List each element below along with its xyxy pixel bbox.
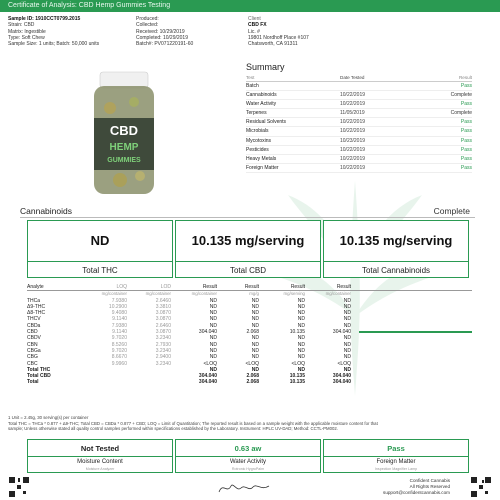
- client-address-2: Chatsworth, CA 91311: [248, 41, 298, 48]
- analyte-cell-r2: ND: [251, 341, 259, 348]
- moisture-label: Moisture Content: [77, 459, 123, 465]
- box-divider: [324, 261, 468, 262]
- summary-row: [246, 100, 472, 109]
- summary-test: Pesticides: [246, 146, 269, 153]
- analyte-cell-lod: 2.9400: [155, 354, 171, 361]
- analyte-cell-r1: ND: [209, 322, 217, 329]
- analyte-header-row: [27, 284, 472, 291]
- summary-date: [340, 82, 420, 90]
- matrix: Matrix: Ingestible: [8, 28, 46, 35]
- batch-number: Batch#: PV071220191-60: [136, 41, 194, 48]
- cannabinoids-title: Cannabinoids: [20, 206, 72, 216]
- analyte-cell-r1: ND: [209, 341, 217, 348]
- total-cell-analyte: Total CBD: [27, 373, 51, 380]
- col-result-2: Result: [244, 284, 259, 290]
- box-divider: [28, 261, 172, 262]
- summary-result: Pass: [460, 128, 472, 135]
- summary-row: [246, 146, 472, 155]
- summary-result: Pass: [460, 164, 472, 171]
- water-activity-value: 0.63 aw: [234, 444, 262, 453]
- client-name: CBD FX: [248, 22, 267, 29]
- unit-result-4: mg/container: [325, 291, 351, 297]
- analyte-cell-loq: 8.5260: [111, 341, 127, 348]
- summary-result: Pass: [460, 146, 472, 153]
- analyte-cell-lod: 3.3810: [155, 303, 171, 310]
- summary-date: 10/22/2019: [340, 146, 366, 153]
- foreign-matter-method: Inspection Magnifier Lamp: [374, 467, 418, 471]
- analyte-cell-analyte: CBDV: [27, 335, 41, 342]
- product-image: [70, 68, 178, 198]
- analyte-cell-r3: ND: [297, 322, 305, 329]
- analyte-cell-r2: ND: [251, 322, 259, 329]
- analyte-cell-r3: ND: [297, 354, 305, 361]
- analyte-cell-lod: 2.6460: [155, 322, 171, 329]
- analyte-cell-r2: ND: [251, 297, 259, 304]
- analyte-cell-analyte: THCV: [27, 316, 41, 323]
- analyte-cell-loq: 9.1140: [112, 329, 127, 336]
- note-line-3: sample; Unless otherwise stated all quality control samples performed within specifications established by the Laboratory. Instrument: HPLC UV-DAD; Method: CCTL-PM002.: [8, 426, 338, 432]
- summary-col-result: Result: [458, 75, 472, 80]
- analyte-cell-r2: <LOQ: [245, 360, 259, 367]
- summary-test: Residual Solvents: [246, 119, 287, 126]
- total-cell-r4: ND: [343, 366, 351, 373]
- total-cell-empty: [81, 379, 127, 385]
- summary-test: Terpenes: [246, 110, 267, 117]
- analyte-cell-lod: 2.7930: [155, 341, 171, 348]
- total-thc-box: [27, 220, 173, 278]
- analyte-cell-analyte: Δ8-THC: [27, 310, 46, 317]
- analyte-cell-analyte: CBDa: [27, 322, 41, 329]
- analyte-cell-loq: 7.9380: [111, 297, 127, 304]
- moisture-value: Not Tested: [80, 444, 120, 453]
- summary-result: Complete: [450, 92, 472, 99]
- analyte-cell-r3: ND: [297, 297, 305, 304]
- analyte-cell-r3: ND: [297, 310, 305, 317]
- analyte-cell-r4: 304.040: [332, 329, 351, 336]
- col-result-4: Result: [336, 284, 351, 290]
- summary-date: 10/22/2019: [340, 101, 366, 108]
- analyte-cell-r3: ND: [297, 303, 305, 310]
- analyte-cell-lod: 3.0870: [155, 316, 171, 323]
- unit-lod: mg/container: [145, 291, 171, 297]
- analyte-cell-r1: <LOQ: [203, 360, 217, 367]
- total-thc-label: Total THC: [82, 266, 118, 275]
- col-loq: LOQ: [116, 284, 127, 290]
- product-line1: HEMP: [109, 142, 139, 153]
- analyte-cell-r1: ND: [209, 347, 217, 354]
- unit-loq: mg/container: [101, 291, 127, 297]
- section-divider: [20, 217, 475, 218]
- analyte-cell-loq: 9.7020: [111, 335, 127, 342]
- col-analyte: Analyte: [27, 284, 44, 290]
- moisture-content-box: [27, 439, 173, 473]
- analyte-cell-analyte: THCa: [27, 297, 41, 304]
- analyte-cell-r4: ND: [343, 341, 351, 348]
- sample-size: Sample Size: 1 units; Batch: 50,000 units: [8, 41, 100, 48]
- analyte-cell-r1: ND: [209, 335, 217, 342]
- analyte-cell-lod: 3.2340: [155, 335, 171, 342]
- water-activity-label: Water Activity: [229, 459, 267, 465]
- analyte-cell-analyte: CBD: [27, 329, 38, 336]
- unit-result-3: mg/serving: [283, 291, 305, 297]
- total-cell-analyte: Total THC: [27, 366, 51, 373]
- client-label: Client: [248, 16, 261, 22]
- analyte-cell-r2: ND: [251, 310, 259, 317]
- license-number: Lic. #: [248, 28, 260, 35]
- summary-date: 10/22/2019: [340, 92, 366, 99]
- total-cannabinoids-value: 10.135 mg/serving: [339, 233, 453, 248]
- collected-date: Collected:: [136, 22, 159, 29]
- analyte-cell-analyte: Δ9-THC: [27, 303, 46, 310]
- summary-row: [246, 164, 472, 173]
- analyte-cell-r4: ND: [343, 297, 351, 304]
- analyte-cell-r3: ND: [297, 341, 305, 348]
- analyte-cell-r2: ND: [251, 335, 259, 342]
- footer-rights: All Rights Reserved: [409, 483, 450, 489]
- analyte-cell-r4: ND: [343, 335, 351, 342]
- analyte-cell-r3: ND: [297, 335, 305, 342]
- total-cell-analyte: Total: [27, 379, 39, 386]
- summary-header-row: [246, 75, 472, 82]
- summary-test: Cannabinoids: [246, 92, 277, 99]
- client-info: [248, 16, 358, 47]
- analyte-cell-r2: ND: [251, 347, 259, 354]
- box-divider: [176, 261, 320, 262]
- analyte-cell-r1: 304.040: [198, 329, 217, 336]
- summary-test: Batch: [246, 83, 259, 89]
- total-cell-r2: ND: [251, 366, 259, 373]
- total-cell-r2: 2.068: [246, 379, 259, 386]
- client-address-1: 19801 Nordhoff Place #107: [248, 34, 309, 41]
- dates-info: [136, 16, 246, 47]
- summary-row: [246, 137, 472, 146]
- analyte-cell-lod: 3.2340: [155, 347, 171, 354]
- moisture-method: Moisture Analyzer: [85, 467, 115, 471]
- analyte-cell-loq: 9.4080: [111, 310, 127, 317]
- total-cell-r3: ND: [297, 366, 305, 373]
- summary-row: [246, 127, 472, 136]
- summary-col-test: Test: [246, 75, 255, 80]
- analyte-cell-r3: ND: [297, 316, 305, 323]
- unit-result-1: mg/container: [191, 291, 217, 297]
- unit-result-2: mg/g: [249, 291, 259, 297]
- sample-id: Sample ID: 1910CCT0799.2015: [8, 16, 81, 22]
- received-date: Received: 10/29/2019: [136, 28, 185, 35]
- analyte-cell-loq: 9.9960: [111, 360, 127, 367]
- footer: [383, 478, 450, 495]
- analyte-cell-r4: <LOQ: [337, 360, 351, 367]
- analyte-cell-r1: ND: [209, 303, 217, 310]
- analyte-cell-loq: 8.6670: [111, 354, 127, 361]
- box-divider: [28, 456, 172, 457]
- footer-company: Confident Cannabis: [409, 478, 450, 483]
- summary-panel: [246, 62, 472, 173]
- summary-col-date: Date Tested: [340, 75, 365, 80]
- summary-test: Heavy Metals: [246, 155, 277, 162]
- analyte-cell-r4: ND: [343, 316, 351, 323]
- analyte-cell-loq: 10.2900: [108, 303, 127, 310]
- analyte-cell-r2: ND: [251, 303, 259, 310]
- analyte-cell-analyte: CBN: [27, 341, 38, 348]
- summary-test: Microbials: [246, 128, 269, 135]
- water-activity-method: Rotronic HygroPalm: [231, 467, 265, 471]
- analyte-cell-analyte: CBGa: [27, 347, 41, 354]
- foreign-matter-box: [323, 439, 469, 473]
- summary-date: 10/22/2019: [340, 128, 366, 135]
- analyte-cell-r2: ND: [251, 316, 259, 323]
- analyte-table: [27, 284, 472, 386]
- strain: Strain: CBD: [8, 22, 35, 29]
- analyte-cell-lod: 3.2340: [155, 360, 171, 367]
- banner-text: Certificate of Analysis: CBD Hemp Gummies Testing: [8, 2, 171, 9]
- total-cannabinoids-label: Total Cannabinoids: [361, 266, 431, 275]
- analyte-cell-r4: ND: [343, 310, 351, 317]
- signature: [215, 480, 275, 496]
- total-cell-r3: 10.135: [289, 373, 305, 380]
- summary-date: 11/05/2019: [340, 110, 365, 117]
- summary-row: [246, 109, 472, 118]
- summary-title: Summary: [246, 62, 285, 72]
- total-cbd-value: 10.135 mg/serving: [191, 233, 305, 248]
- total-cell-r1: 304.040: [198, 373, 217, 380]
- foreign-matter-value: Pass: [387, 444, 405, 453]
- analyte-cell-loq: 9.1140: [112, 316, 127, 323]
- analyte-cell-lod: 3.0870: [155, 329, 171, 336]
- produced-date: Produced:: [136, 16, 159, 22]
- product-line2: GUMMIES: [107, 157, 141, 164]
- analyte-cell-r3: <LOQ: [291, 360, 305, 367]
- analyte-cell-analyte: CBC: [27, 360, 38, 367]
- summary-result: Pass: [460, 119, 472, 126]
- qr-code-icon: [470, 476, 492, 498]
- total-cell-r3: 10.135: [289, 379, 305, 386]
- col-lod: LOD: [160, 284, 171, 290]
- total-cell-r4: 304.040: [332, 379, 351, 386]
- note-line-2: Total THC = THCa * 0.877 + Δ9-THC; Total CBD = CBDa * 0.877 + CBD; LOQ = Limit of Quantitation; The reported result is based on a sample weight with the applicable moisture content for that: [8, 420, 378, 426]
- total-thc-value: ND: [90, 233, 110, 248]
- summary-date: 10/22/2019: [340, 164, 366, 171]
- cannabinoids-status: Complete: [433, 206, 470, 216]
- analyte-rows: [27, 298, 472, 367]
- total-cbd-label: Total CBD: [229, 266, 266, 275]
- summary-row: [246, 82, 472, 91]
- analyte-bar-track: [359, 361, 472, 367]
- note-line-1: 1 Unit = 2.45g, 30 serving(s) per container: [8, 415, 89, 420]
- total-cbd-box: [175, 220, 321, 278]
- analyte-cell-r3: 10.135: [289, 329, 305, 336]
- top-banner: [0, 0, 500, 12]
- analyte-cell-r2: 2.068: [246, 329, 259, 336]
- analyte-cell-lod: 2.6460: [155, 297, 171, 304]
- analyte-total-row: [27, 379, 472, 385]
- total-cell-empty: [127, 379, 171, 385]
- product-brand: CBD: [109, 123, 139, 138]
- foreign-matter-label: Foreign Matter: [376, 459, 416, 465]
- completed-date: Completed: 10/29/2019: [136, 34, 188, 41]
- analyte-total-rows: [27, 367, 472, 386]
- analyte-cell-r4: ND: [343, 322, 351, 329]
- analyte-cell-loq: 9.7020: [111, 347, 127, 354]
- summary-date: 10/23/2019: [340, 137, 366, 144]
- total-cell-r1: 304.040: [198, 379, 217, 386]
- analyte-cell-r3: ND: [297, 347, 305, 354]
- col-result-1: Result: [202, 284, 217, 290]
- box-divider: [324, 456, 468, 457]
- summary-date: 10/22/2019: [340, 155, 366, 162]
- summary-result: Pass: [460, 155, 472, 162]
- analyte-cell-r4: ND: [343, 347, 351, 354]
- total-cell-r1: ND: [209, 366, 217, 373]
- analyte-cell-r4: ND: [343, 303, 351, 310]
- summary-date: 10/22/2019: [340, 119, 366, 126]
- box-divider: [176, 456, 320, 457]
- analyte-cell-r2: ND: [251, 354, 259, 361]
- analyte-cell-lod: 3.0870: [155, 310, 171, 317]
- analyte-cell-r1: ND: [209, 310, 217, 317]
- summary-row: [246, 118, 472, 127]
- analyte-bar: [359, 331, 472, 333]
- summary-rows: [246, 82, 472, 173]
- sample-info: [8, 16, 128, 47]
- summary-result: Pass: [460, 137, 472, 144]
- analyte-cell-r1: ND: [209, 297, 217, 304]
- summary-row: [246, 155, 472, 164]
- analyte-cell-r4: ND: [343, 354, 351, 361]
- analyte-cell-r1: ND: [209, 316, 217, 323]
- qr-code-icon: [8, 476, 30, 498]
- summary-row: [246, 91, 472, 100]
- col-result-3: Result: [290, 284, 305, 290]
- total-cell-r2: 2.068: [246, 373, 259, 380]
- analyte-cell-analyte: CBG: [27, 354, 38, 361]
- sample-type: Type: Soft Chew: [8, 34, 45, 41]
- notes: [8, 415, 492, 432]
- water-activity-box: [175, 439, 321, 473]
- summary-test: Foreign Matter: [246, 164, 279, 171]
- summary-result: Pass: [460, 101, 472, 108]
- analyte-cell-r1: ND: [209, 354, 217, 361]
- analyte-cell-loq: 7.9380: [111, 322, 127, 329]
- summary-result: Complete: [450, 110, 472, 117]
- footer-email[interactable]: support@confidentcannabis.com: [383, 489, 450, 495]
- total-cannabinoids-box: [323, 220, 469, 278]
- summary-test: Mycotoxins: [246, 137, 272, 144]
- total-cell-r4: 304.040: [332, 373, 351, 380]
- summary-result: Pass: [460, 83, 472, 89]
- summary-test: Water Activity: [246, 101, 277, 108]
